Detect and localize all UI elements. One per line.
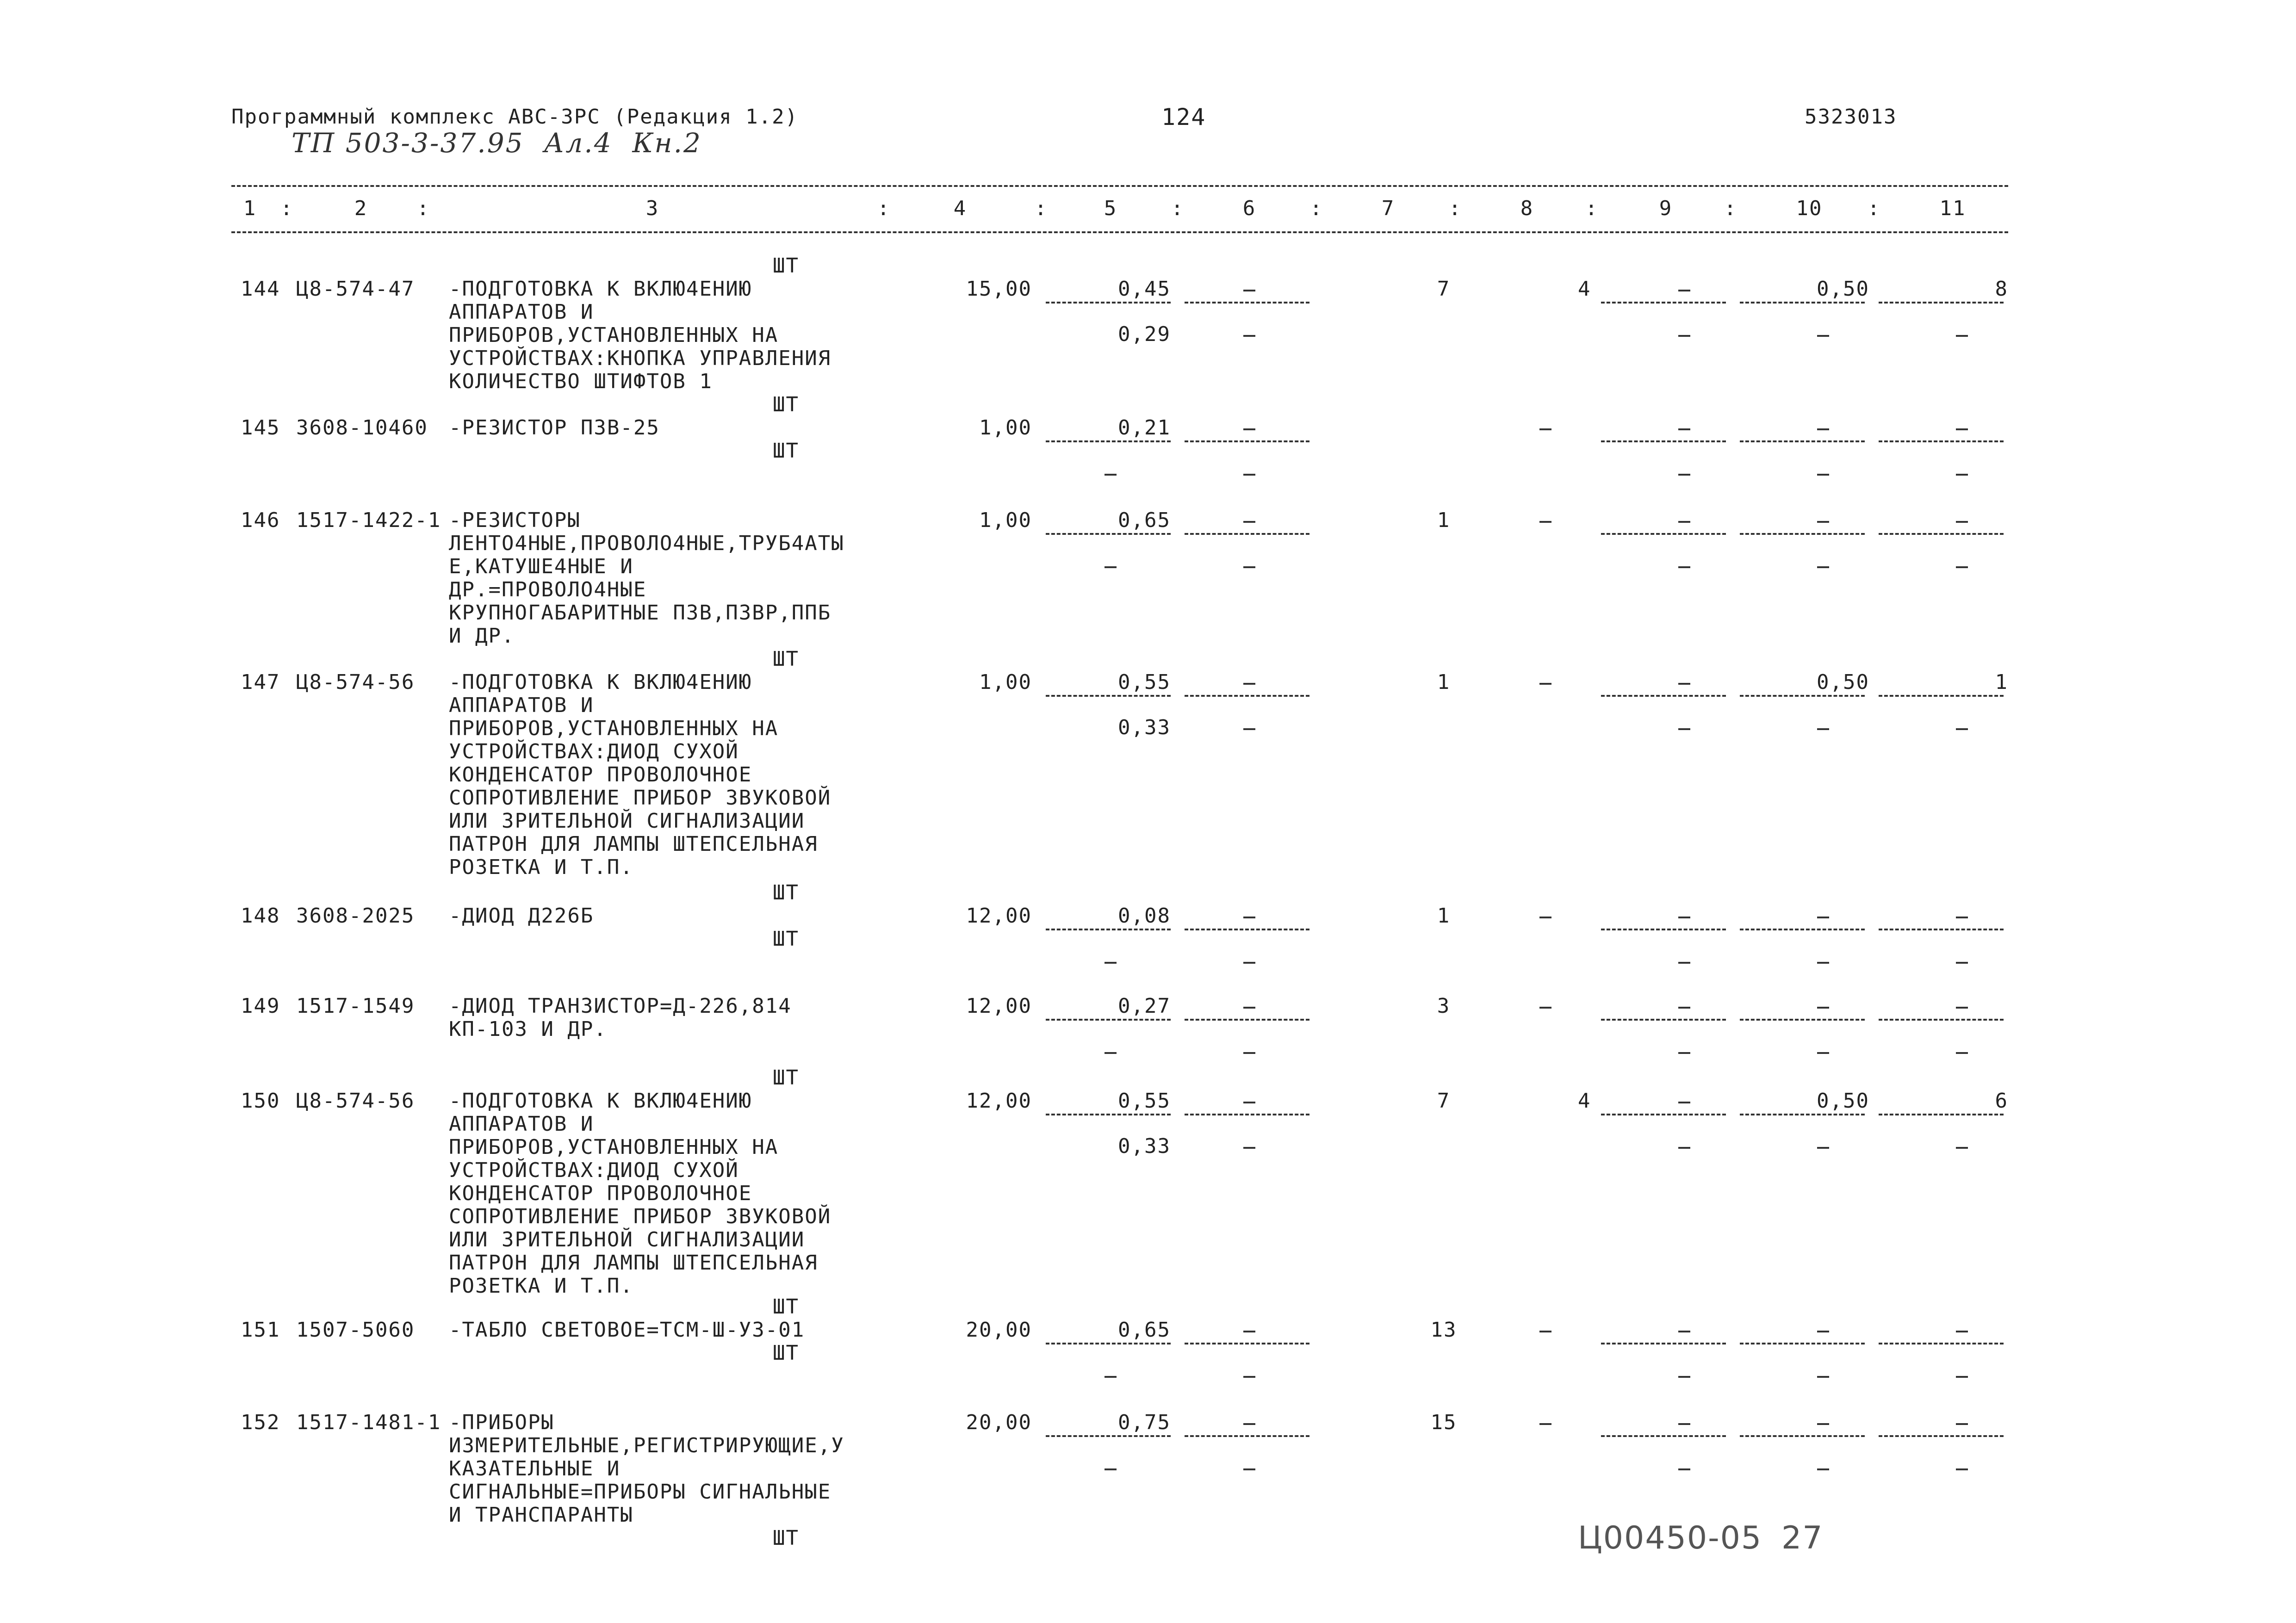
fraction-rule bbox=[1046, 302, 1171, 304]
col6-dash bbox=[1243, 917, 1255, 918]
column-separator: : bbox=[1034, 197, 1048, 220]
unit-label: ШТ bbox=[773, 881, 799, 904]
col5-value: 0,45 bbox=[1118, 277, 1171, 301]
col5-lower-dash bbox=[1105, 1052, 1117, 1054]
col10-dash bbox=[1817, 1423, 1829, 1425]
column-separator: : bbox=[1724, 197, 1738, 220]
fraction-rule bbox=[1601, 695, 1726, 697]
col10-lower-dash bbox=[1817, 1052, 1829, 1054]
column-separator: : bbox=[1585, 197, 1599, 220]
work-description: -РЕЗИСТОРЫ ЛЕНТО4НЫЕ,ПРОВОЛО4НЫЕ,ТРУБ4АТЫ Е,КАТУШЕ4НЫЕ И ДР.=ПРОВОЛО4НЫЕ КРУПНОГАБАРИТНЫЕ ПЗВ,ПЗВР,ППБ И ДР. bbox=[449, 508, 844, 648]
fraction-rule bbox=[1601, 1019, 1726, 1021]
quantity: 1,00 bbox=[979, 508, 1032, 532]
fraction-rule bbox=[1185, 1019, 1309, 1021]
row-number: 144 bbox=[241, 277, 280, 301]
unit-label: ШТ bbox=[773, 439, 799, 463]
column-separator: : bbox=[1448, 197, 1462, 220]
column-number: 6 bbox=[1242, 197, 1256, 220]
header-rule-bottom bbox=[231, 231, 2008, 233]
col10-value: 0,50 bbox=[1817, 1089, 1869, 1113]
rate-code: 1517-1549 bbox=[296, 994, 415, 1018]
col6-dash bbox=[1243, 428, 1255, 430]
col11-dash bbox=[1956, 428, 1968, 430]
col8-dash bbox=[1539, 683, 1551, 685]
col9-lower-dash bbox=[1678, 728, 1690, 730]
column-separator: : bbox=[280, 197, 294, 220]
col9-dash bbox=[1678, 1007, 1690, 1009]
rate-code: 3608-2025 bbox=[296, 904, 415, 928]
column-separator: : bbox=[1309, 197, 1323, 220]
col11-lower-dash bbox=[1956, 335, 1968, 337]
fraction-rule bbox=[1879, 1114, 2004, 1115]
col6-lower-dash bbox=[1243, 1147, 1255, 1149]
col9-dash bbox=[1678, 521, 1690, 523]
fraction-rule bbox=[1046, 1114, 1171, 1115]
col11-lower-dash bbox=[1956, 566, 1968, 568]
unit-label: ШТ bbox=[773, 393, 799, 416]
column-number: 11 bbox=[1939, 197, 1966, 220]
fraction-rule bbox=[1740, 440, 1865, 442]
rate-code: 1517-1422-1 bbox=[296, 508, 441, 532]
col6-lower-dash bbox=[1243, 962, 1255, 964]
col6-lower-dash bbox=[1243, 728, 1255, 730]
col11-dash bbox=[1956, 1423, 1968, 1425]
rate-code: 1507-5060 bbox=[296, 1318, 415, 1342]
col8-dash bbox=[1539, 521, 1551, 523]
col8-dash bbox=[1539, 428, 1551, 430]
col8-dash bbox=[1539, 917, 1551, 918]
fraction-rule bbox=[1879, 302, 2004, 304]
fraction-rule bbox=[1879, 929, 2004, 930]
stamp-sheet-number: 27 bbox=[1781, 1520, 1824, 1556]
fraction-rule bbox=[1740, 533, 1865, 535]
col6-lower-dash bbox=[1243, 1376, 1255, 1378]
unit-label: ШТ bbox=[773, 254, 799, 278]
col5-lower-value: 0,29 bbox=[1118, 322, 1171, 346]
col10-value: 0,50 bbox=[1817, 277, 1869, 301]
col10-lower-dash bbox=[1817, 1376, 1829, 1378]
col5-value: 0,55 bbox=[1118, 1089, 1171, 1113]
fraction-rule bbox=[1740, 929, 1865, 930]
row-number: 146 bbox=[241, 508, 280, 532]
column-number: 8 bbox=[1520, 197, 1534, 220]
col6-lower-dash bbox=[1243, 566, 1255, 568]
col10-lower-dash bbox=[1817, 1468, 1829, 1470]
col10-lower-dash bbox=[1817, 335, 1829, 337]
fraction-rule bbox=[1046, 1343, 1171, 1344]
col7-value: 1 bbox=[1437, 904, 1451, 928]
col7-value: 15 bbox=[1430, 1411, 1457, 1434]
fraction-rule bbox=[1185, 440, 1309, 442]
col11-lower-dash bbox=[1956, 474, 1968, 476]
column-separator: : bbox=[1867, 197, 1881, 220]
fraction-rule bbox=[1879, 695, 2004, 697]
col9-lower-dash bbox=[1678, 474, 1690, 476]
col8-dash bbox=[1539, 1007, 1551, 1009]
col10-value: 0,50 bbox=[1817, 670, 1869, 694]
column-number: 1 bbox=[243, 197, 257, 220]
rate-code: Ц8-574-56 bbox=[296, 670, 415, 694]
col6-lower-dash bbox=[1243, 335, 1255, 337]
row-number: 145 bbox=[241, 416, 280, 440]
col10-lower-dash bbox=[1817, 962, 1829, 964]
col5-value: 0,65 bbox=[1118, 508, 1171, 532]
fraction-rule bbox=[1740, 695, 1865, 697]
col8-value: 4 bbox=[1578, 277, 1591, 301]
col9-dash bbox=[1678, 917, 1690, 918]
quantity: 12,00 bbox=[966, 994, 1032, 1018]
row-number: 152 bbox=[241, 1411, 280, 1434]
col5-value: 0,21 bbox=[1118, 416, 1171, 440]
col5-value: 0,27 bbox=[1118, 994, 1171, 1018]
fraction-rule bbox=[1046, 533, 1171, 535]
col5-lower-dash bbox=[1105, 566, 1117, 568]
column-number: 5 bbox=[1104, 197, 1117, 220]
col9-dash bbox=[1678, 428, 1690, 430]
rate-code: Ц8-574-56 bbox=[296, 1089, 415, 1113]
col9-lower-dash bbox=[1678, 1052, 1690, 1054]
col11-lower-dash bbox=[1956, 1376, 1968, 1378]
col7-value: 1 bbox=[1437, 508, 1451, 532]
col8-dash bbox=[1539, 1423, 1551, 1425]
col9-dash bbox=[1678, 1102, 1690, 1103]
col5-lower-value: 0,33 bbox=[1118, 1134, 1171, 1158]
col11-dash bbox=[1956, 521, 1968, 523]
column-number: 4 bbox=[953, 197, 967, 220]
col5-value: 0,08 bbox=[1118, 904, 1171, 928]
col9-lower-dash bbox=[1678, 566, 1690, 568]
fraction-rule bbox=[1185, 1343, 1309, 1344]
unit-label: ШТ bbox=[773, 647, 799, 671]
work-description: -ПОДГОТОВКА К ВКЛЮ4ЕНИЮ АППАРАТОВ И ПРИБОРОВ,УСТАНОВЛЕННЫХ НА УСТРОЙСТВАХ:ДИОД СУХОЙ КОНДЕНСАТОР ПРОВОЛОЧНОЕ СОПРОТИВЛЕНИЕ ПРИБОР ЗВУКОВОЙ ИЛИ ЗРИТЕЛЬНОЙ СИГНАЛИЗАЦИИ ПАТРОН ДЛЯ ЛАМПЫ ШТЕПСЕЛЬНАЯ РОЗЕТКА И Т.П. bbox=[449, 1089, 832, 1298]
col6-dash bbox=[1243, 1007, 1255, 1009]
fraction-rule bbox=[1185, 695, 1309, 697]
row-number: 148 bbox=[241, 904, 280, 928]
unit-label: ШТ bbox=[773, 1526, 799, 1550]
column-number: 2 bbox=[354, 197, 368, 220]
col6-dash bbox=[1243, 1423, 1255, 1425]
col9-dash bbox=[1678, 1331, 1690, 1332]
col6-dash bbox=[1243, 1102, 1255, 1103]
col10-dash bbox=[1817, 917, 1829, 918]
fraction-rule bbox=[1879, 1343, 2004, 1344]
fraction-rule bbox=[1740, 1019, 1865, 1021]
column-number: 3 bbox=[645, 197, 659, 220]
col9-lower-dash bbox=[1678, 962, 1690, 964]
unit-label: ШТ bbox=[773, 927, 799, 951]
col7-value: 7 bbox=[1437, 1089, 1451, 1113]
col11-lower-dash bbox=[1956, 1052, 1968, 1054]
fraction-rule bbox=[1185, 302, 1309, 304]
col10-dash bbox=[1817, 1331, 1829, 1332]
fraction-rule bbox=[1046, 1435, 1171, 1437]
fraction-rule bbox=[1185, 929, 1309, 930]
unit-label: ШТ bbox=[773, 1295, 799, 1319]
col6-dash bbox=[1243, 1331, 1255, 1332]
fraction-rule bbox=[1601, 533, 1726, 535]
col6-dash bbox=[1243, 521, 1255, 523]
fraction-rule bbox=[1185, 1114, 1309, 1115]
fraction-rule bbox=[1879, 533, 2004, 535]
fraction-rule bbox=[1740, 1435, 1865, 1437]
col9-dash bbox=[1678, 1423, 1690, 1425]
col11-value: 8 bbox=[1995, 277, 2008, 301]
column-number: 9 bbox=[1659, 197, 1673, 220]
document-code: 5323013 bbox=[1805, 105, 1897, 129]
col5-value: 0,75 bbox=[1118, 1411, 1171, 1434]
unit-label: ШТ bbox=[773, 1341, 799, 1365]
col5-lower-dash bbox=[1105, 962, 1117, 964]
fraction-rule bbox=[1601, 1435, 1726, 1437]
fraction-rule bbox=[1879, 1435, 2004, 1437]
work-description: -ДИОД Д226Б bbox=[449, 904, 594, 928]
col6-dash bbox=[1243, 290, 1255, 291]
col7-value: 7 bbox=[1437, 277, 1451, 301]
row-number: 150 bbox=[241, 1089, 280, 1113]
column-number: 7 bbox=[1381, 197, 1395, 220]
col5-lower-dash bbox=[1105, 474, 1117, 476]
col9-dash bbox=[1678, 683, 1690, 685]
col9-lower-dash bbox=[1678, 1468, 1690, 1470]
col10-lower-dash bbox=[1817, 566, 1829, 568]
col11-dash bbox=[1956, 1007, 1968, 1009]
col7-value: 13 bbox=[1430, 1318, 1457, 1342]
stamp-code: Ц00450-05 bbox=[1578, 1520, 1762, 1556]
fraction-rule bbox=[1601, 302, 1726, 304]
col10-lower-dash bbox=[1817, 474, 1829, 476]
col5-value: 0,55 bbox=[1118, 670, 1171, 694]
work-description: -ДИОД ТРАНЗИСТОР=Д-226,814 КП-103 И ДР. bbox=[449, 994, 792, 1041]
unit-label: ШТ bbox=[773, 1066, 799, 1090]
fraction-rule bbox=[1185, 1435, 1309, 1437]
fraction-rule bbox=[1879, 440, 2004, 442]
col9-lower-dash bbox=[1678, 1147, 1690, 1149]
fraction-rule bbox=[1740, 302, 1865, 304]
program-title: Программный комплекс АВС-3РС (Редакция 1.2) bbox=[231, 105, 799, 129]
fraction-rule bbox=[1185, 533, 1309, 535]
fraction-rule bbox=[1879, 1019, 2004, 1021]
col11-lower-dash bbox=[1956, 1147, 1968, 1149]
quantity: 20,00 bbox=[966, 1411, 1032, 1434]
handwritten-project-ref: ТП 503-3-37.95 Ал.4 Кн.2 bbox=[292, 127, 702, 159]
rate-code: 3608-10460 bbox=[296, 416, 428, 440]
col5-lower-value: 0,33 bbox=[1118, 716, 1171, 739]
col9-lower-dash bbox=[1678, 335, 1690, 337]
col11-lower-dash bbox=[1956, 728, 1968, 730]
rate-code: 1517-1481-1 bbox=[296, 1411, 441, 1434]
row-number: 151 bbox=[241, 1318, 280, 1342]
col11-lower-dash bbox=[1956, 1468, 1968, 1470]
rate-code: Ц8-574-47 bbox=[296, 277, 415, 301]
col5-lower-dash bbox=[1105, 1376, 1117, 1378]
col11-value: 6 bbox=[1995, 1089, 2008, 1113]
col10-lower-dash bbox=[1817, 728, 1829, 730]
col11-dash bbox=[1956, 1331, 1968, 1332]
work-description: -ПОДГОТОВКА К ВКЛЮ4ЕНИЮ АППАРАТОВ И ПРИБОРОВ,УСТАНОВЛЕННЫХ НА УСТРОЙСТВАХ:ДИОД СУХОЙ КОНДЕНСАТОР ПРОВОЛОЧНОЕ СОПРОТИВЛЕНИЕ ПРИБОР ЗВУКОВОЙ ИЛИ ЗРИТЕЛЬНОЙ СИГНАЛИЗАЦИИ ПАТРОН ДЛЯ ЛАМПЫ ШТЕПСЕЛЬНАЯ РОЗЕТКА И Т.П. bbox=[449, 670, 832, 879]
work-description: -ТАБЛО СВЕТОВОЕ=ТСМ-Ш-УЗ-01 bbox=[449, 1318, 805, 1342]
column-separator: : bbox=[877, 197, 891, 220]
fraction-rule bbox=[1601, 440, 1726, 442]
col5-lower-dash bbox=[1105, 1468, 1117, 1470]
fraction-rule bbox=[1601, 929, 1726, 930]
col5-value: 0,65 bbox=[1118, 1318, 1171, 1342]
header-rule-top bbox=[231, 185, 2008, 187]
quantity: 20,00 bbox=[966, 1318, 1032, 1342]
column-separator: : bbox=[416, 197, 430, 220]
row-number: 149 bbox=[241, 994, 280, 1018]
col10-dash bbox=[1817, 428, 1829, 430]
col11-dash bbox=[1956, 917, 1968, 918]
col7-value: 1 bbox=[1437, 670, 1451, 694]
quantity: 12,00 bbox=[966, 1089, 1032, 1113]
col9-dash bbox=[1678, 290, 1690, 291]
quantity: 1,00 bbox=[979, 416, 1032, 440]
col9-lower-dash bbox=[1678, 1376, 1690, 1378]
quantity: 12,00 bbox=[966, 904, 1032, 928]
col6-lower-dash bbox=[1243, 1468, 1255, 1470]
col10-dash bbox=[1817, 1007, 1829, 1009]
column-separator: : bbox=[1171, 197, 1185, 220]
page-number: 124 bbox=[1161, 104, 1206, 130]
fraction-rule bbox=[1601, 1343, 1726, 1344]
col10-lower-dash bbox=[1817, 1147, 1829, 1149]
col8-dash bbox=[1539, 1331, 1551, 1332]
fraction-rule bbox=[1046, 695, 1171, 697]
col6-lower-dash bbox=[1243, 1052, 1255, 1054]
column-number: 10 bbox=[1796, 197, 1823, 220]
quantity: 15,00 bbox=[966, 277, 1032, 301]
fraction-rule bbox=[1046, 929, 1171, 930]
col11-lower-dash bbox=[1956, 962, 1968, 964]
quantity: 1,00 bbox=[979, 670, 1032, 694]
col6-dash bbox=[1243, 683, 1255, 685]
fraction-rule bbox=[1740, 1343, 1865, 1344]
fraction-rule bbox=[1046, 440, 1171, 442]
work-description: -РЕЗИСТОР ПЗВ-25 bbox=[449, 416, 660, 440]
fraction-rule bbox=[1740, 1114, 1865, 1115]
fraction-rule bbox=[1046, 1019, 1171, 1021]
col7-value: 3 bbox=[1437, 994, 1451, 1018]
row-number: 147 bbox=[241, 670, 280, 694]
work-description: -ПОДГОТОВКА К ВКЛЮ4ЕНИЮ АППАРАТОВ И ПРИБОРОВ,УСТАНОВЛЕННЫХ НА УСТРОЙСТВАХ:КНОПКА УПРАВЛЕНИЯ КОЛИЧЕСТВО ШТИФТОВ 1 bbox=[449, 277, 832, 393]
fraction-rule bbox=[1601, 1114, 1726, 1115]
col10-dash bbox=[1817, 521, 1829, 523]
col6-lower-dash bbox=[1243, 474, 1255, 476]
col11-value: 1 bbox=[1995, 670, 2008, 694]
col8-value: 4 bbox=[1578, 1089, 1591, 1113]
work-description: -ПРИБОРЫ ИЗМЕРИТЕЛЬНЫЕ,РЕГИСТРИРУЮЩИЕ,У КАЗАТЕЛЬНЫЕ И СИГНАЛЬНЫЕ=ПРИБОРЫ СИГНАЛЬНЫЕ И ТРАНСПАРАНТЫ bbox=[449, 1411, 844, 1527]
